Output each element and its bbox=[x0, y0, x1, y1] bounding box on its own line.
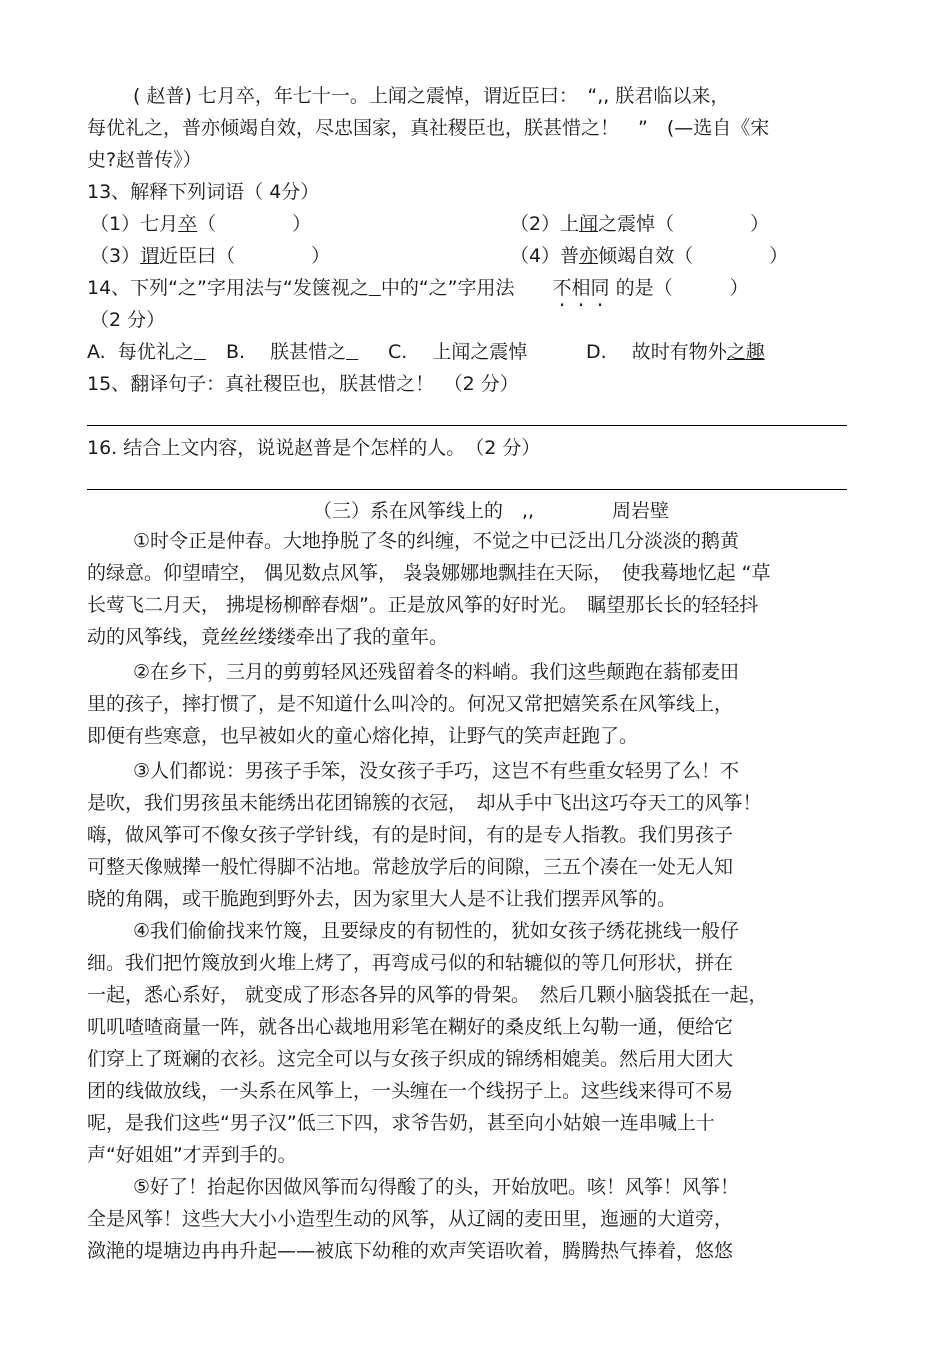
q14-option-d-prefix: D. 故时有物外 bbox=[586, 341, 727, 363]
article-line: 一起，悉心系好， 就变成了形态各异的风筝的骨架。 然后几颗小脑袋抵在一起， bbox=[87, 984, 768, 1006]
article-title: （三）系在风筝线上的 ,, bbox=[313, 500, 535, 522]
q13-item-2 bbox=[510, 212, 769, 236]
article-line: ③人们都说：男孩子手笨，没女孩子手巧，这岂不有些重女轻男了么！不 bbox=[133, 760, 740, 782]
article-line: 叽叽喳喳商量一阵，就各出心裁地用彩笔在糊好的桑皮纸上勾勒一通，便给它 bbox=[87, 1016, 734, 1038]
q14-option-a-underline bbox=[194, 341, 206, 363]
q14-option-a-text: A. 每优礼之 bbox=[87, 341, 194, 363]
q13-item-2-prefix: （2）上 bbox=[510, 213, 580, 235]
q13-item-4-blank: 倾竭自效（ ） bbox=[598, 245, 789, 267]
article-line: ①时令正是仲春。大地挣脱了冬的纠缠，不觉之中已泛出几分淡淡的鹅黄 bbox=[133, 530, 740, 552]
q13-title: 13、解释下列词语（ 4分） bbox=[87, 181, 320, 203]
article-line: ⑤好了！抬起你因做风筝而勾得酸了的头，开始放吧。咳！风筝！风筝！ bbox=[133, 1176, 740, 1198]
q13-item-1 bbox=[90, 212, 311, 236]
q14-option-b-underline bbox=[346, 341, 358, 363]
q14-option-a bbox=[87, 340, 206, 364]
q13-item-2-word: 闻 bbox=[579, 213, 599, 235]
q13-item-3-word: 谓 bbox=[140, 245, 160, 267]
article-line: 晓的角隅，或干脆跑到野外去，因为家里大人是不让我们摆弄风筝的。 bbox=[87, 888, 677, 910]
q14-stem-part-2: 中的“之”字用法 bbox=[380, 277, 553, 299]
article-line: 声“好姐姐”才弄到手的。 bbox=[87, 1144, 297, 1166]
q14-underline-blank bbox=[369, 277, 381, 299]
q14-emphasis-char-2: 相 bbox=[571, 277, 591, 299]
q14-emphasis-char-1: 不 bbox=[552, 277, 572, 299]
q14-stem bbox=[87, 276, 749, 300]
article-line: 即便有些寒意，也早被如火的童心熔化掉，让野气的笑声赶跑了。 bbox=[87, 725, 639, 747]
article-line: 是吹，我们男孩虽未能绣出花团锦簇的衣冠， 却从手中飞出这巧夺天工的风筝！ bbox=[87, 792, 762, 814]
article-line: ②在乡下，三月的剪剪轻风还残留着冬的料峭。我们这些颠跑在蓊郁麦田 bbox=[133, 661, 740, 683]
q15-answer-line bbox=[87, 425, 847, 426]
article-line: 全是风筝！这些大大小小造型生动的风筝，从辽阔的麦田里，迤逦的大道旁， bbox=[87, 1208, 734, 1230]
q15-text: 15、翻译句子：真社稷臣也，朕甚惜之！ （2 分） bbox=[87, 373, 519, 395]
q16-text: 16. 结合上文内容，说说赵普是个怎样的人。 （2 分） bbox=[87, 437, 541, 459]
article-line: 动的风筝线，竟丝丝缕缕牵出了我的童年。 bbox=[87, 626, 449, 648]
article-line: 们穿上了斑斓的衣衫。这完全可以与女孩子织成的锦绣相媲美。然后用大团大 bbox=[87, 1048, 734, 1070]
q13-item-2-blank: 之震悼（ ） bbox=[598, 213, 770, 235]
passage-line-3: 史?赵普传》） bbox=[87, 149, 202, 171]
q13-item-4-word: 亦 bbox=[579, 245, 599, 267]
q13-item-3-blank: 近臣曰（ ） bbox=[159, 245, 331, 267]
q14-option-d-word: 之 bbox=[726, 341, 746, 363]
article-line: 长莺飞二月天， 拂堤杨柳醉春烟”。正是放风筝的好时光。 瞩望那长长的轻轻抖 bbox=[87, 594, 759, 616]
q13-item-1-word: 卒 bbox=[178, 213, 198, 235]
q13-item-4-prefix: （4）普 bbox=[510, 245, 580, 267]
article-line: 的绿意。仰望晴空， 偶见数点风筝， 袅袅娜娜地飘挂在天际， 使我蓦地忆起 “草 bbox=[87, 562, 771, 584]
q14-stem-part-1: 14、下列“之”字用法与“发箧视之 bbox=[87, 277, 369, 299]
q14-score: （2 分） bbox=[90, 309, 166, 331]
q14-option-d-suffix: 趣 bbox=[745, 341, 765, 363]
q14-option-d bbox=[586, 340, 765, 364]
article-author: 周岩壁 bbox=[612, 500, 670, 522]
passage-line-2: 每优礼之，普亦倾竭自效，尽忠国家，真社稷臣也，朕甚惜之！ ” (—选自《宋 bbox=[87, 117, 770, 139]
article-line: 可整天像贼撵一般忙得脚不沾地。常趁放学后的间隙，三五个凑在一处无人知 bbox=[87, 856, 734, 878]
q14-option-c: C. 上闻之震悼 bbox=[388, 341, 528, 363]
q14-option-b-text: B. 朕甚惜之 bbox=[226, 341, 347, 363]
q13-item-3-prefix: （3） bbox=[90, 245, 141, 267]
article-line: 团的线做放线，一头系在风筝上，一头缠在一个线拐子上。这些线来得可不易 bbox=[87, 1080, 734, 1102]
q14-stem-part-3: 的是（ ） bbox=[609, 277, 749, 299]
article-line: 潋滟的堤塘边冉冉升起——被底下幼稚的欢声笑语吹着，腾腾热气捧着，悠悠 bbox=[87, 1240, 734, 1262]
article-line: ④我们偷偷找来竹篾，且要绿皮的有韧性的，犹如女孩子绣花挑线一般仔 bbox=[133, 920, 740, 942]
passage-line-1: ( 赵普) 七月卒，年七十一。上闻之震悼，谓近臣曰： “,, 朕君临以来， bbox=[133, 85, 730, 107]
q13-item-4 bbox=[510, 244, 788, 268]
q13-item-1-blank: （ ） bbox=[197, 213, 312, 235]
q13-item-3 bbox=[90, 244, 330, 268]
q14-emphasis-char-3: 同 bbox=[590, 277, 610, 299]
q13-item-1-prefix: （1）七月 bbox=[90, 213, 179, 235]
article-line: 里的孩子，摔打惯了，是不知道什么叫冷的。何况又常把嬉笑系在风筝线上， bbox=[87, 693, 734, 715]
q16-answer-line bbox=[87, 489, 847, 490]
article-line: 呢，是我们这些“男子汉”低三下四，求爷告奶，甚至向小姑娘一连串喊上十 bbox=[87, 1112, 715, 1134]
article-line: 细。我们把竹篾放到火堆上烤了，再弯成弓似的和轱辘似的等几何形状，拼在 bbox=[87, 952, 734, 974]
q14-option-b bbox=[226, 340, 358, 364]
article-line: 嗨，做风筝可不像女孩子学针线，有的是时间，有的是专人指教。我们男孩子 bbox=[87, 824, 734, 846]
